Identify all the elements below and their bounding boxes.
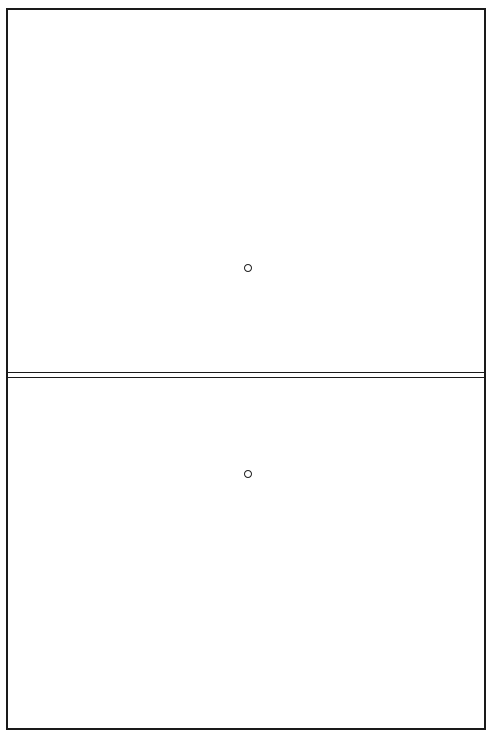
page-fold-divider: [8, 372, 484, 378]
upper-text-block: [8, 10, 484, 370]
lower-text-block: [8, 380, 484, 728]
book-page: [6, 8, 486, 730]
binding-hole-upper: [244, 264, 252, 272]
